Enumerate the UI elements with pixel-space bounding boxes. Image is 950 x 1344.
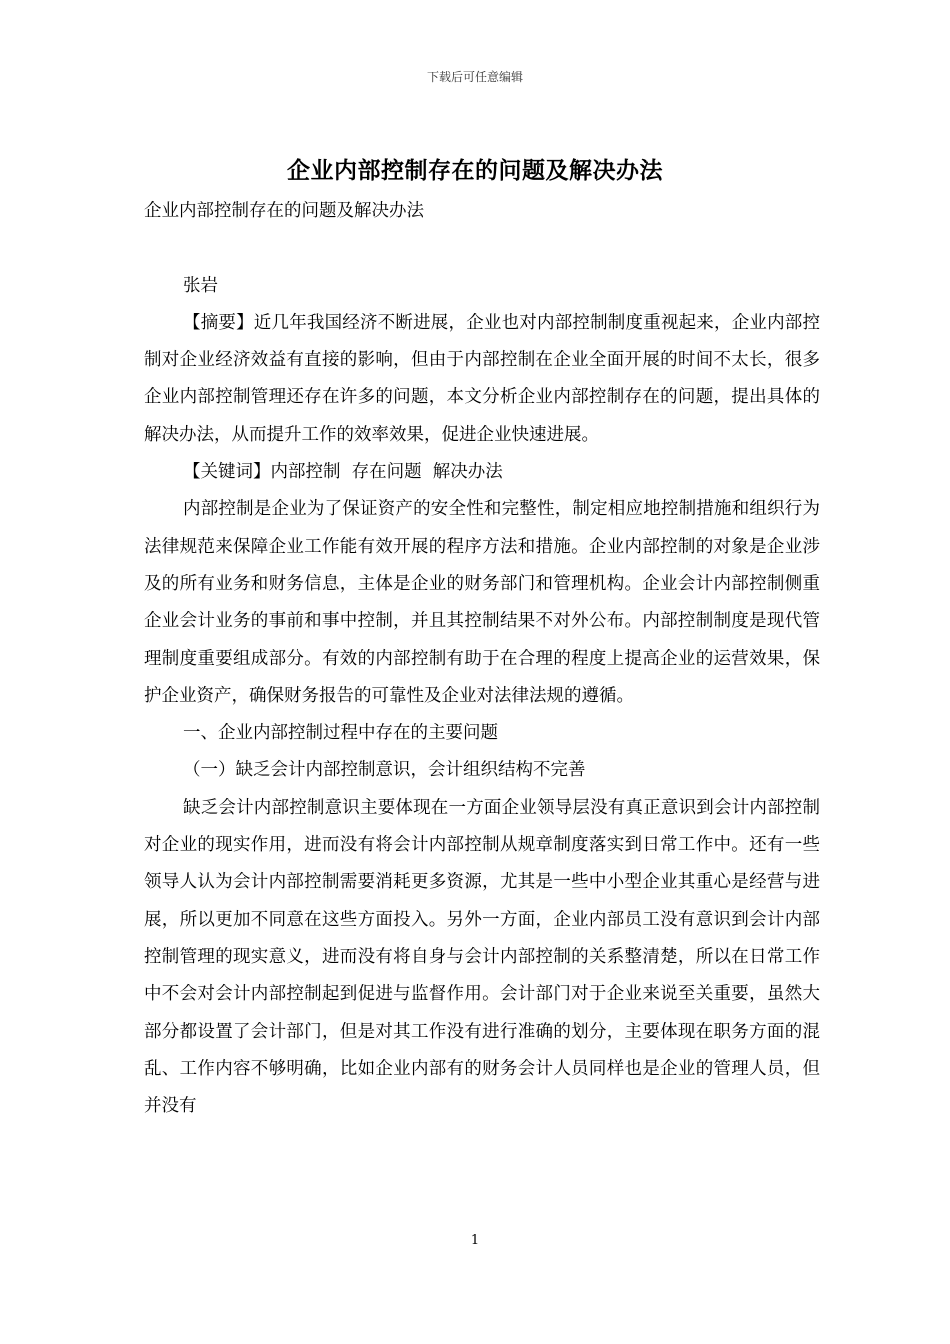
subtitle: 企业内部控制存在的问题及解决办法 (144, 201, 424, 221)
header-note: 下载后可任意编辑 (426, 70, 523, 84)
intro-paragraph: 内部控制是企业为了保证资产的安全性和完整性，制定相应地控制措施和组织行为法律规范来保障企业工作能有效开展的程序方法和措施。企业内部控制的对象是企业涉及的所有业务和财务信息，主体是企业的财务部门和管理机构。企业会计内部控制侧重企业会计业务的事前和事中控制，并且其控制结果不对外公布。内部控制制度是现代管理制度重要组成部分。有效的内部控制有助于在合理的程度上提高企业的运营效果，保护企业资产，确保财务报告的可靠性及企业对法律法规的遵循。 (144, 499, 820, 706)
document-title: 企业内部控制存在的问题及解决办法 (287, 157, 663, 184)
body-paragraph: 缺乏会计内部控制意识主要体现在一方面企业领导层没有真正意识到会计内部控制对企业的现实作用，进而没有将会计内部控制从规章制度落实到日常工作中。还有一些领导人认为会计内部控制需要消耗更多资源，尤其是一些中小型企业其重心是经营与进展，所以更加不同意在这些方面投入。另外一方面，企业内部员工没有意识到会计内部控制管理的现实意义，进而没有将自身与会计内部控制的关系整清楚，所以在日常工作中不会对会计内部控制起到促进与监督作用。会计部门对于企业来说至关重要，虽然大部分都设置了会计部门，但是对其工作没有进行准确的划分，主要体现在职务方面的混乱、工作内容不够明确，比如企业内部有的财务会计人员同样也是企业的管理人员，但并没有 (144, 797, 820, 1117)
page-number: 1 (470, 1233, 480, 1248)
author: 张岩 (183, 275, 218, 296)
section-heading: 一、企业内部控制过程中存在的主要问题 (183, 723, 498, 744)
subsection-heading: （一）缺乏会计内部控制意识，会计组织结构不完善 (183, 760, 586, 781)
blank-line (144, 230, 820, 267)
document-body (144, 193, 820, 1125)
keywords-paragraph: 【关键词】内部控制 存在问题 解决办法 (183, 462, 503, 483)
abstract-paragraph: 【摘要】近几年我国经济不断进展，企业也对内部控制制度重视起来，企业内部控制对企业经济效益有直接的影响，但由于内部控制在企业全面开展的时间不太长，很多企业内部控制管理还存在许多的问题，本文分析企业内部控制存在的问题，提出具体的解决办法，从而提升工作的效率效果，促进企业快速进展。 (144, 312, 820, 445)
